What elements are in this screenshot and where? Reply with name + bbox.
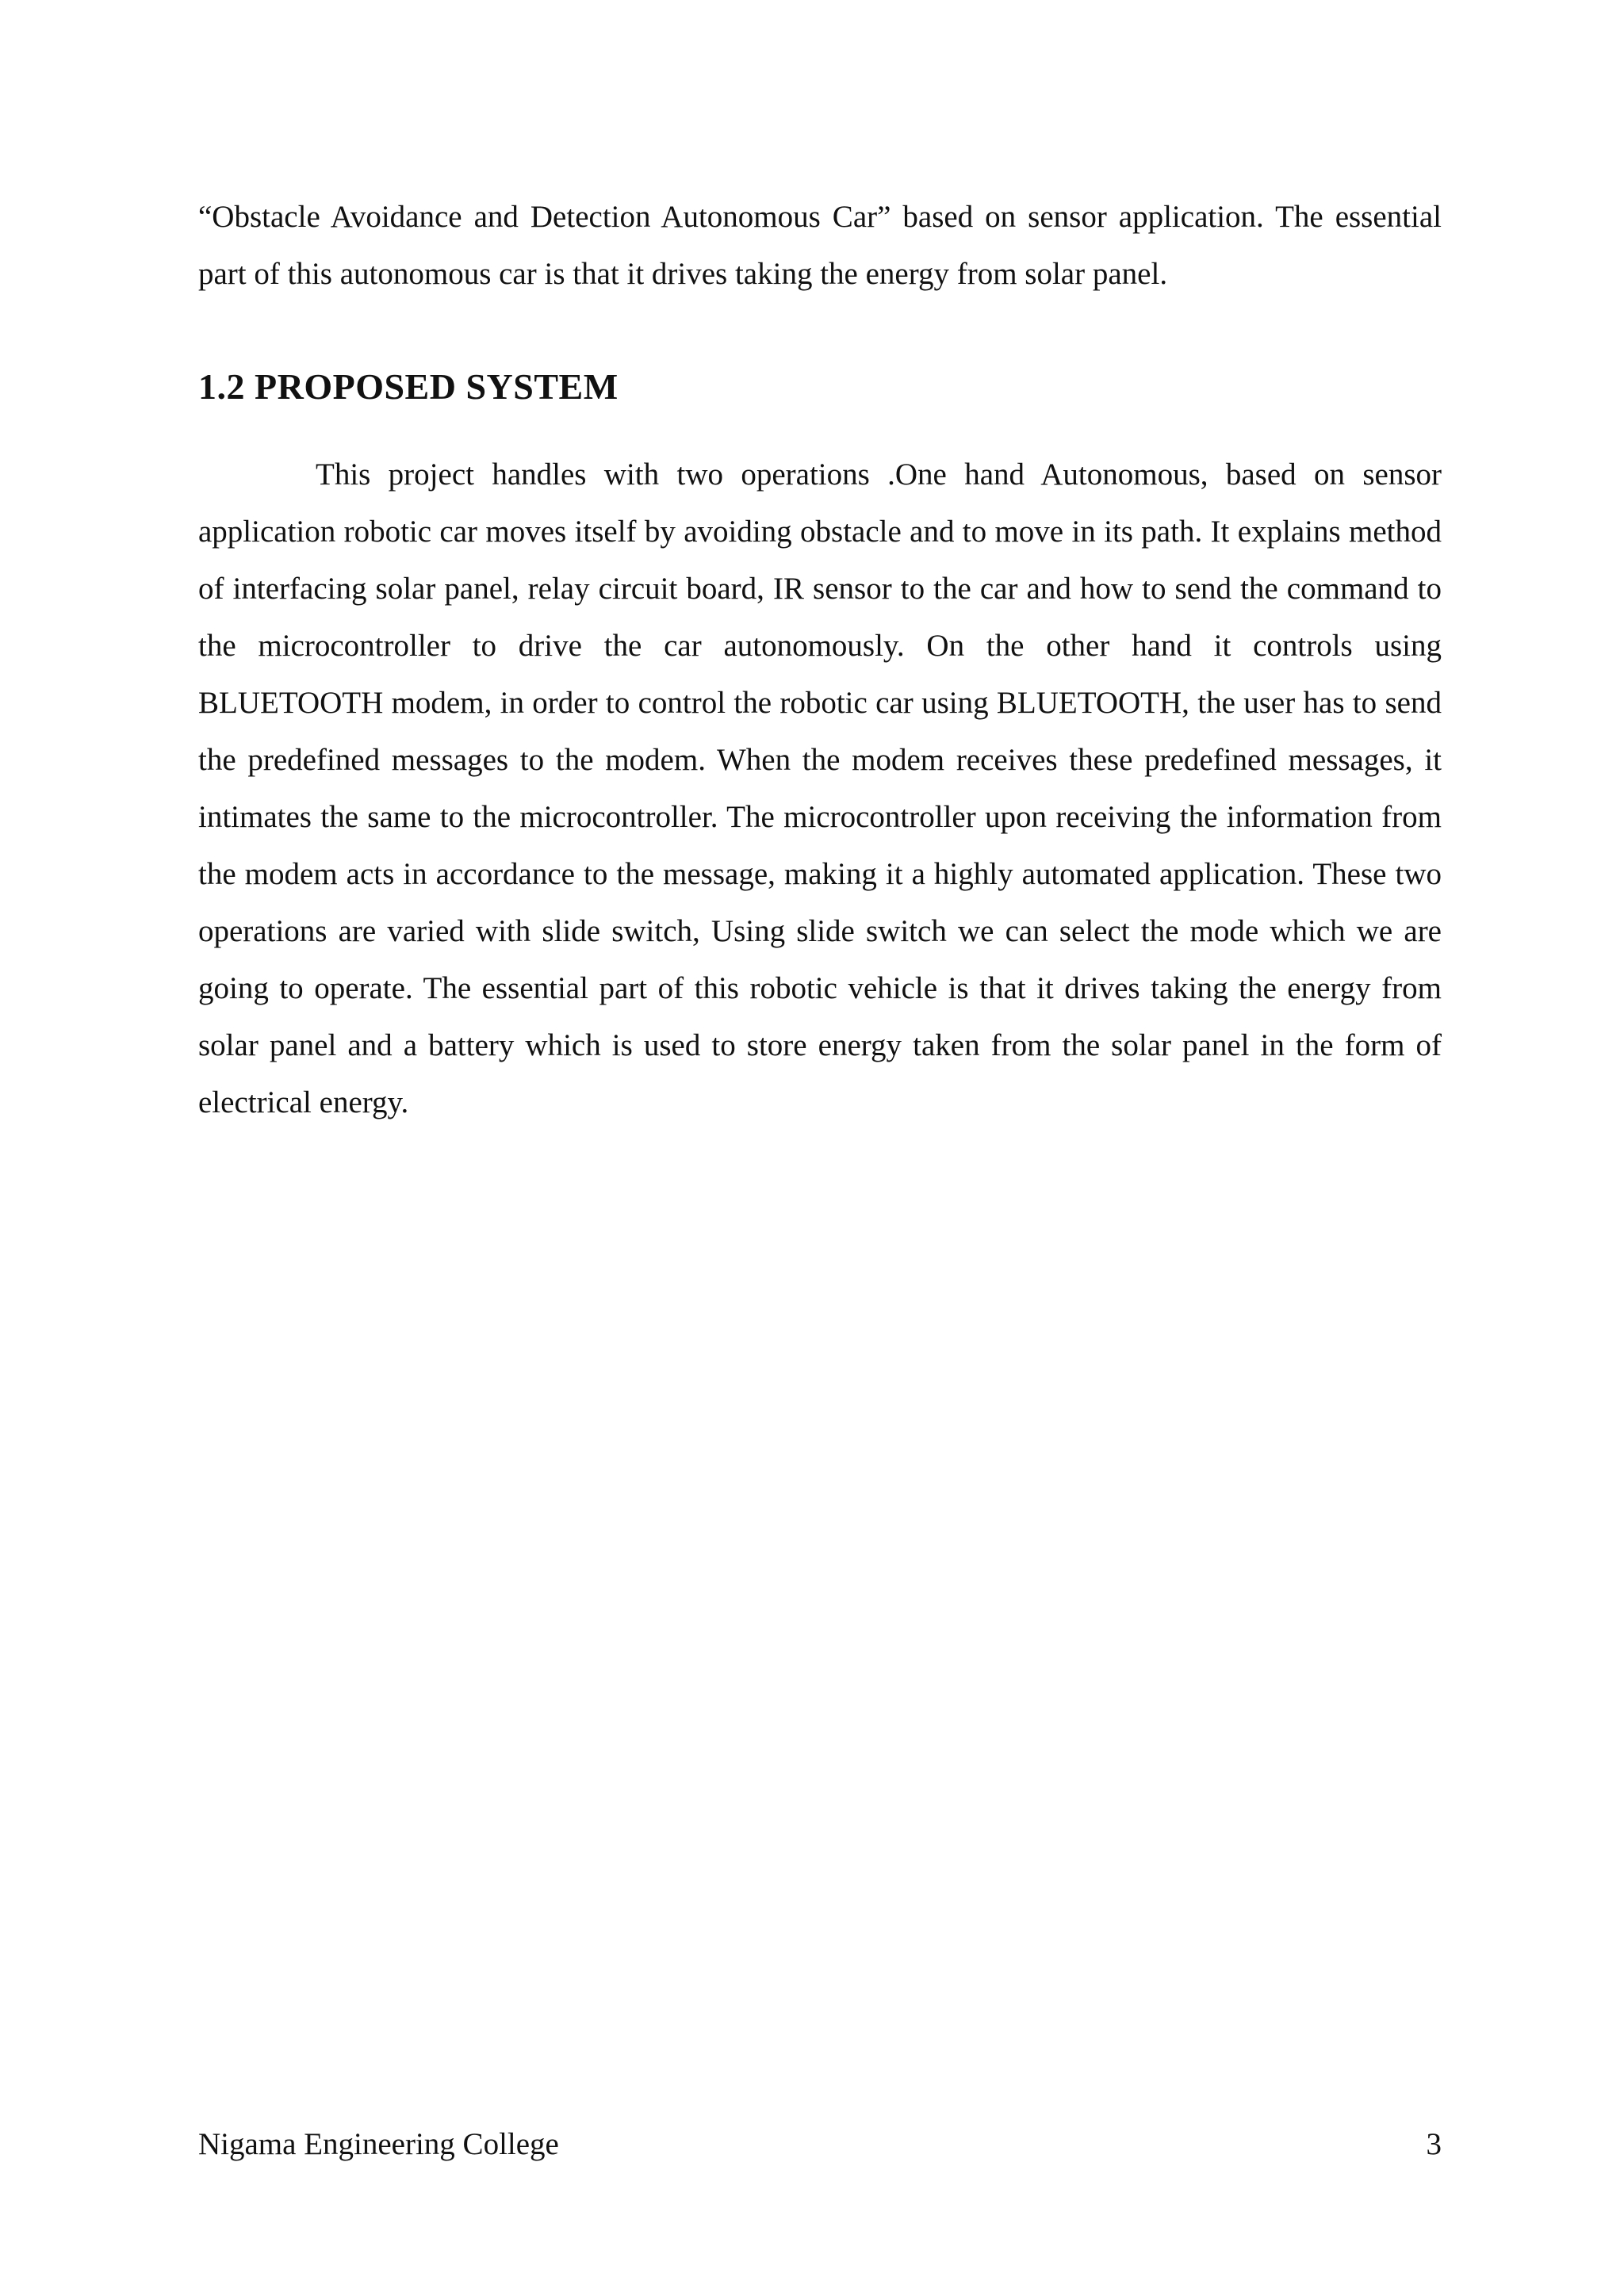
proposed-system-paragraph: This project handles with two operations .One hand Autonomous, based on sensor application robotic car moves itself by avoiding obstacle and to move in its path. It explains method of interfacing solar panel, relay circuit board, IR sensor to the car and how to send the command to the microcontroller to drive the car autonomously. On the other hand it controls using BLUETOOTH modem, in order to control the robotic car using BLUETOOTH, the user has to send the predefined messages to the modem. When the modem receives these predefined messages, it intimates the same to the microcontroller. The microcontroller upon receiving the information from the modem acts in accordance to the message, making it a highly automated application. These two operations are varied with slide switch, Using slide switch we can select the mode which we are going to operate. The essential part of this robotic vehicle is that it drives taking the energy from solar panel and a battery which is used to store energy taken from the solar panel in the form of electrical energy. [198, 457, 1442, 1119]
section-heading: 1.2 PROPOSED SYSTEM [198, 366, 619, 407]
page-footer [198, 2125, 1442, 2164]
page-number: 3 [1426, 2127, 1442, 2161]
footer-institution: Nigama Engineering College [198, 2127, 559, 2161]
intro-paragraph: “Obstacle Avoidance and Detection Autonomous Car” based on sensor application. The essential part of this autonomous car is that it drives taking the energy from solar panel. [198, 200, 1442, 291]
